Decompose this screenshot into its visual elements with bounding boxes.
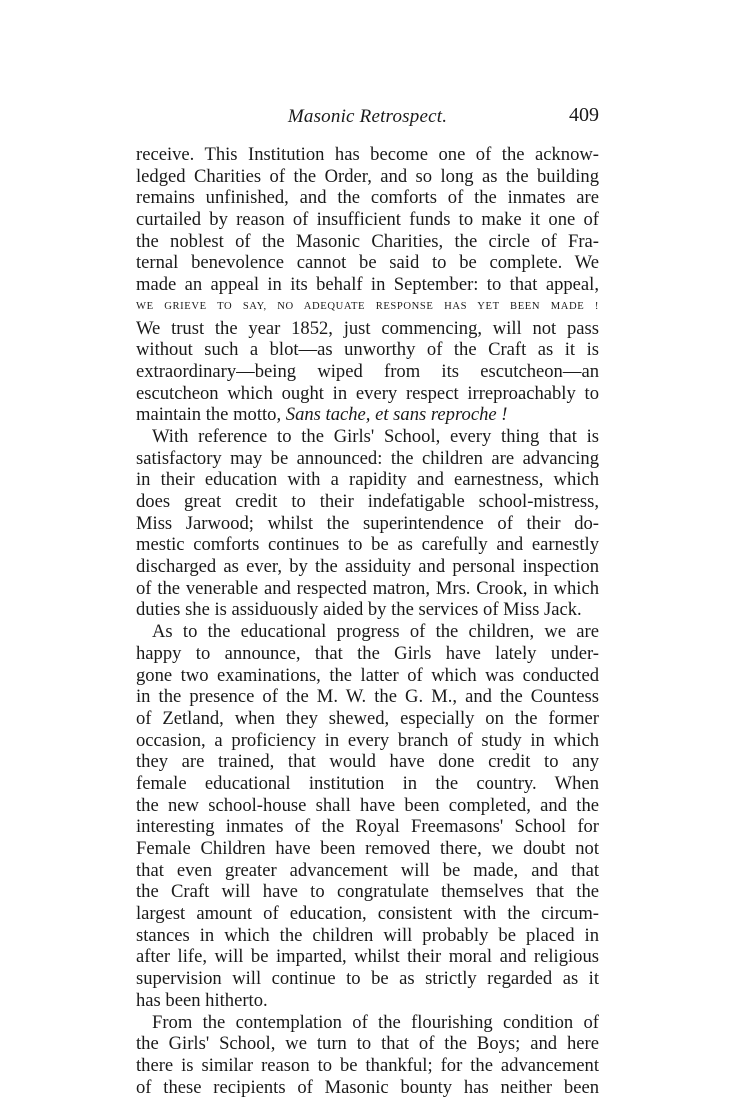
text-line: gone two examinations, the latter of which was conducted bbox=[136, 664, 599, 686]
running-head bbox=[136, 106, 599, 130]
text-line: Female Children have been removed there, we doubt not bbox=[136, 838, 599, 859]
paragraph-start-line: As to the educational progress of the children, we are bbox=[152, 621, 599, 643]
text-line: does great credit to their indefatigable school-mistress, bbox=[136, 491, 599, 512]
text-line: in their education with a rapidity and earnestness, which bbox=[136, 469, 599, 491]
text-line: stances in which the children will probably be placed in bbox=[136, 924, 599, 946]
text-line: that even greater advancement will be made, and that bbox=[136, 859, 599, 881]
text-line: made an appeal in its behalf in September: to that appeal, bbox=[136, 274, 599, 296]
text-line: largest amount of education, consistent with the circum- bbox=[136, 903, 599, 925]
text-line: ledged Charities of the Order, and so long as the building bbox=[136, 165, 599, 187]
text-line: discharged as ever, by the assiduity and personal inspection bbox=[136, 556, 599, 578]
text-line: happy to announce, that the Girls have lately under- bbox=[136, 642, 599, 664]
motto-line bbox=[136, 404, 599, 426]
text-line: female educational institution in the country. When bbox=[136, 772, 599, 794]
page-number: 409 bbox=[569, 104, 599, 126]
text-line: of Zetland, when they shewed, especially on the former bbox=[136, 707, 599, 729]
text-line: mestic comforts continues to be as carefully and earnestly bbox=[136, 534, 599, 556]
text-line: extraordinary—being wiped from its escutcheon—an bbox=[136, 360, 599, 382]
text-line: duties she is assiduously aided by the services of Miss Jack. bbox=[136, 599, 582, 621]
paragraph-start-line: From the contemplation of the flourishing condition of bbox=[152, 1011, 599, 1033]
text-line: We trust the year 1852, just commencing, will not pass bbox=[136, 317, 599, 339]
text-line: the Craft will have to congratulate themselves that the bbox=[136, 881, 599, 903]
text-line: the Girls' School, we turn to that of the Boys; and here bbox=[136, 1033, 599, 1055]
text-line: after life, will be imparted, whilst their moral and religious bbox=[136, 946, 599, 968]
text-line: they are trained, that would have done credit to any bbox=[136, 751, 599, 773]
text-line: remains unfinished, and the comforts of the inmates are bbox=[136, 187, 599, 209]
text-line: curtailed by reason of insufficient funds to make it one of bbox=[136, 209, 599, 231]
text-line: interesting inmates of the Royal Freemasons' School for bbox=[136, 816, 599, 838]
paragraph-start-line: With reference to the Girls' School, every thing that is bbox=[152, 425, 599, 447]
motto-italic: Sans tache, et sans reproche ! bbox=[285, 404, 508, 426]
text-line: supervision will continue to be as strictly regarded as it bbox=[136, 968, 599, 990]
body-text bbox=[136, 144, 599, 1098]
text-line: there is similar reason to be thankful; for the advancement bbox=[136, 1054, 599, 1076]
running-title: Masonic Retrospect. bbox=[287, 106, 448, 127]
text-line: occasion, a proficiency in every branch of study in which bbox=[136, 729, 599, 751]
text-line: escutcheon which ought in every respect irreproachably to bbox=[136, 382, 599, 404]
text-line: without such a blot—as unworthy of the Craft as it is bbox=[136, 339, 599, 361]
text-line: the new school-house shall have been completed, and the bbox=[136, 794, 599, 816]
motto-lead: maintain the motto, bbox=[136, 404, 286, 426]
text-line: satisfactory may be announced: the children are advancing bbox=[136, 447, 599, 469]
text-line: in the presence of the M. W. the G. M., and the Countess bbox=[136, 686, 599, 708]
text-line: of these recipients of Masonic bounty has neither been bbox=[136, 1076, 599, 1098]
text-line: of the venerable and respected matron, Mrs. Crook, in which bbox=[136, 577, 599, 599]
text-line: has been hitherto. bbox=[136, 989, 268, 1011]
text-line: the noblest of the Masonic Charities, the circle of Fra- bbox=[136, 230, 599, 252]
text-line: receive. This Institution has become one of the acknow- bbox=[136, 144, 599, 165]
text-line: ternal benevolence cannot be said to be complete. We bbox=[136, 252, 599, 274]
text-line: Miss Jarwood; whilst the superintendence of their do- bbox=[136, 512, 599, 534]
small-caps-line: WE GRIEVE TO SAY, NO ADEQUATE RESPONSE HAS YET BEEN MADE ! bbox=[136, 300, 599, 312]
